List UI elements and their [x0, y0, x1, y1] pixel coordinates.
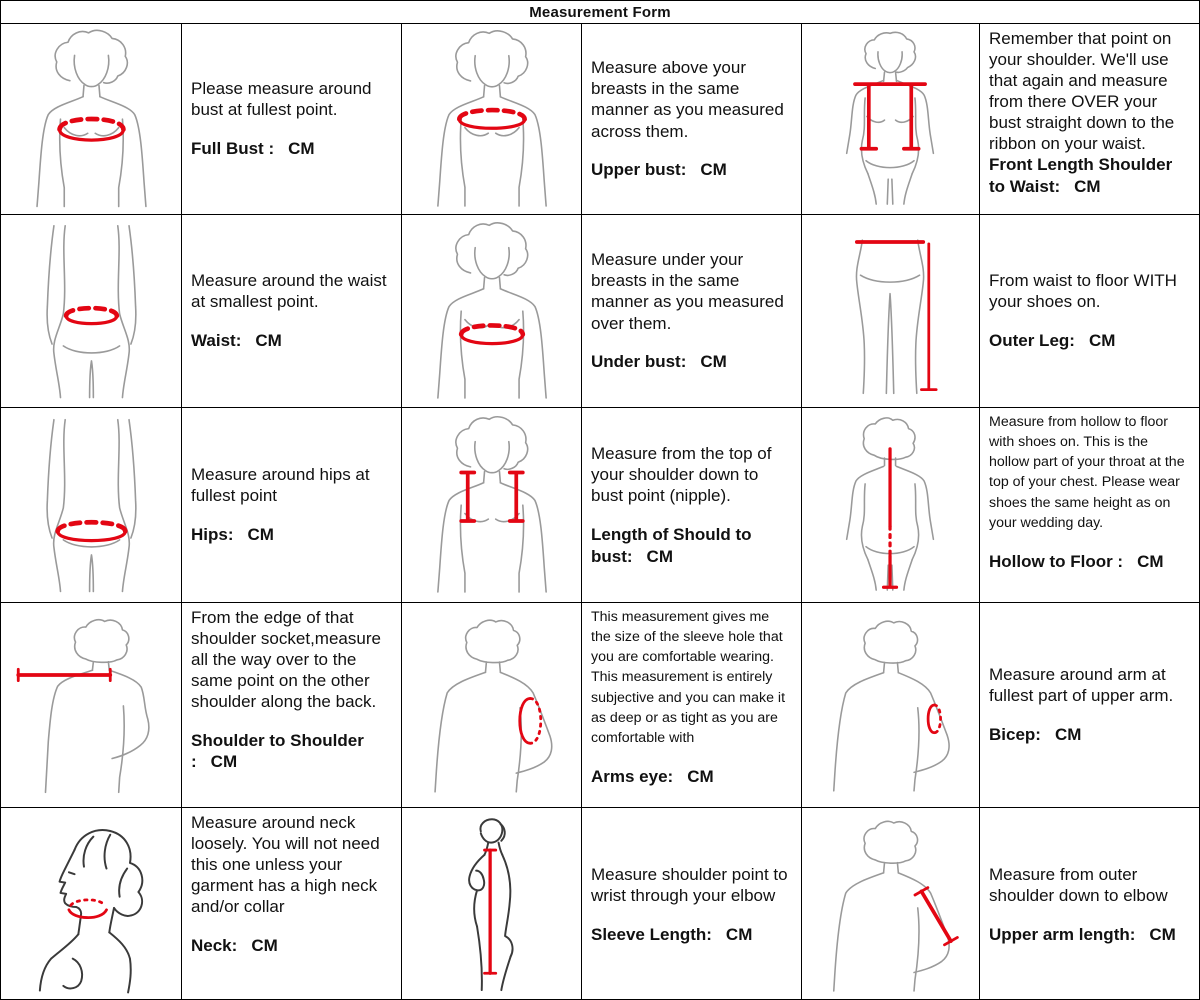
measurement-unit: CM: [700, 160, 727, 180]
measurement-label: [989, 330, 1192, 351]
measurement-label: [989, 154, 1192, 197]
measurement-unit: CM: [687, 766, 714, 786]
cell-front-length-shoulder-to-waist-text: [979, 24, 1200, 214]
measurement-name: Shoulder to Shoulder :: [191, 731, 364, 772]
measurement-name: Hollow to Floor :: [989, 551, 1124, 571]
figure-neck: [1, 807, 181, 1000]
cell-shoulder-to-shoulder-text: [181, 602, 401, 807]
measurement-unit: CM: [210, 752, 238, 772]
figure-bicep: [801, 602, 979, 807]
measurement-unit: CM: [1088, 331, 1116, 351]
instruction-text: Measure from hollow to floor with shoes on. This is the hollow part of your throat at the top of your chest. Please wear shoes the same height as on your wedding day.: [989, 414, 1185, 531]
measurement-label: [191, 524, 392, 545]
measurement-label: [191, 138, 392, 159]
measurement-label: [591, 924, 792, 945]
instruction-text: Measure around the waist at smallest point.: [191, 271, 387, 312]
instruction-text: Measure above your breasts in the same manner as you measured across them.: [591, 58, 784, 141]
figure-front-length: [801, 24, 979, 214]
measurement-name: Hips:: [191, 525, 234, 545]
table-row: [1, 807, 1199, 1000]
measurement-name: Sleeve Length:: [591, 925, 712, 945]
figure-upper-arm-length: [801, 807, 979, 1000]
form-title: Measurement Form: [1, 1, 1199, 24]
measurement-label: [191, 730, 392, 773]
instruction-text: Measure around arm at fullest part of upper arm.: [989, 665, 1174, 706]
instruction-text: Remember that point on your shoulder. We'll use that again and measure from there OVER your bust straight down to the ribbon on your waist.: [989, 29, 1175, 154]
measurement-name: Full Bust :: [191, 139, 275, 159]
measurement-unit: CM: [1054, 725, 1082, 745]
cell-hollow-to-floor-text: [979, 407, 1200, 602]
measurement-unit: CM: [247, 525, 274, 545]
measurement-name: Outer Leg:: [989, 331, 1075, 351]
measurement-name: Length of Should to bust:: [591, 525, 752, 566]
figure-full-bust: [1, 24, 181, 214]
measurement-unit: CM: [1137, 551, 1164, 571]
figure-arms-eye: [401, 602, 581, 807]
measurement-unit: CM: [725, 925, 753, 945]
figure-upper-bust: [401, 24, 581, 214]
cell-under-bust-text: [581, 214, 801, 407]
figure-hollow-to-floor: [801, 407, 979, 602]
cell-length-of-shoulder-to-bust-text: [581, 407, 801, 602]
figure-shoulder-to-bust: [401, 407, 581, 602]
instruction-text: Please measure around bust at fullest point.: [191, 79, 372, 120]
figure-hips: [1, 407, 181, 602]
measurement-name: Front Length Shoulder to Waist:: [989, 155, 1173, 196]
cell-full-bust-text: [181, 24, 401, 214]
cell-outer-leg-text: [979, 214, 1200, 407]
measurement-name: Arms eye:: [591, 766, 674, 786]
cell-sleeve-length-text: [581, 807, 801, 1000]
table-row: [1, 24, 1199, 214]
table-row: [1, 407, 1199, 602]
instruction-text: Measure shoulder point to wrist through your elbow: [591, 865, 788, 906]
figure-shoulder-to-shoulder: [1, 602, 181, 807]
cell-arms-eye-text: [581, 602, 801, 807]
measurement-name: Bicep:: [989, 725, 1041, 745]
measurement-label: [591, 524, 792, 567]
measurement-unit: CM: [251, 936, 278, 956]
measurement-unit: CM: [288, 139, 315, 159]
measurement-label: [989, 724, 1192, 745]
instruction-text: Measure from outer shoulder down to elbow: [989, 865, 1168, 906]
cell-neck-text: [181, 807, 401, 1000]
cell-bicep-text: [979, 602, 1200, 807]
cell-upper-bust-text: [581, 24, 801, 214]
measurement-unit: CM: [700, 352, 727, 372]
measurement-name: Upper bust:: [591, 160, 687, 180]
instruction-text: From waist to floor WITH your shoes on.: [989, 271, 1177, 312]
measurement-unit: CM: [1074, 176, 1101, 196]
measurement-label: [591, 351, 792, 372]
measurement-name: Upper arm length:: [989, 925, 1136, 945]
measurement-label: [591, 159, 792, 180]
table-row: [1, 214, 1199, 407]
instruction-text: Measure under your breasts in the same manner as you measured over them.: [591, 250, 784, 333]
instruction-text: Measure around hips at fullest point: [191, 465, 370, 506]
measurement-name: Neck:: [191, 936, 238, 956]
cell-upper-arm-length-text: [979, 807, 1200, 1000]
measurement-unit: CM: [646, 546, 673, 566]
figure-outer-leg: [801, 214, 979, 407]
figure-waist: [1, 214, 181, 407]
measurement-label: [591, 766, 792, 787]
measurement-label: [191, 935, 392, 956]
instruction-text: Measure around neck loosely. You will not need this one unless your garment has a high neck and/or collar: [191, 813, 380, 917]
instruction-text: Measure from the top of your shoulder down to bust point (nipple).: [591, 444, 772, 506]
measurement-name: Under bust:: [591, 352, 687, 372]
figure-sleeve-length: [401, 807, 581, 1000]
measurement-unit: CM: [1149, 925, 1176, 945]
measurement-label: [191, 330, 392, 351]
measurement-label: [989, 924, 1192, 945]
cell-waist-text: [181, 214, 401, 407]
measurement-name: Waist:: [191, 331, 242, 351]
measurement-table: [1, 24, 1199, 1000]
instruction-text: From the edge of that shoulder socket,measure all the way over to the same point on the other shoulder along the back.: [191, 608, 381, 712]
measurement-label: [989, 551, 1192, 572]
table-row: [1, 602, 1199, 807]
measurement-unit: CM: [255, 331, 282, 351]
cell-hips-text: [181, 407, 401, 602]
instruction-text: This measurement gives me the size of the sleeve hole that you are comfortable wearing. This measurement is entirely subjective and you can make it as deep or as tight as you are comfortable with: [591, 609, 786, 746]
figure-under-bust: [401, 214, 581, 407]
